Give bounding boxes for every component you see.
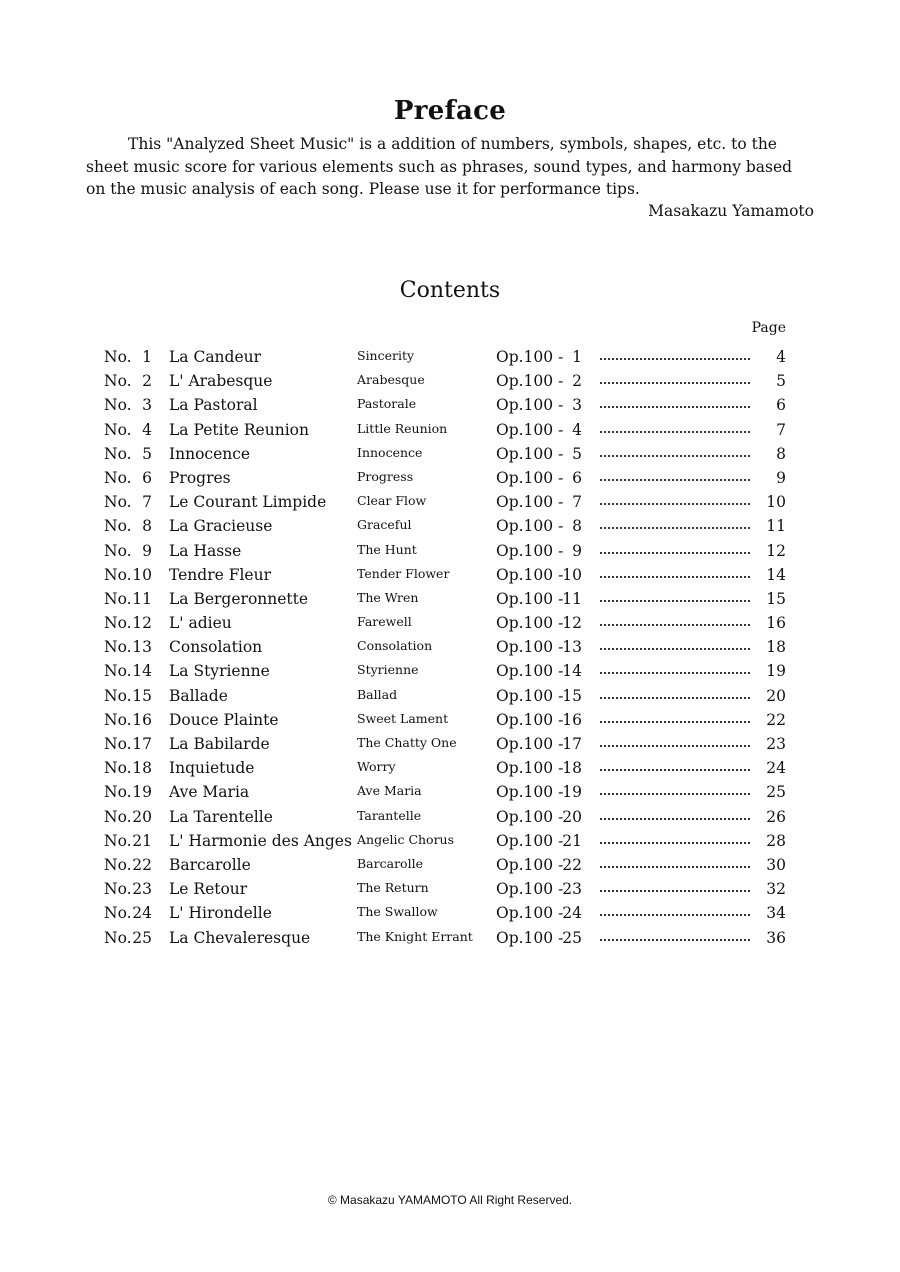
toc-opus-number: 4	[572, 420, 582, 439]
toc-english-title: Sweet Lament	[357, 710, 449, 726]
toc-number: 20	[132, 807, 152, 826]
toc-entry	[104, 781, 786, 805]
toc-opus-label: Op.100 -	[496, 517, 564, 536]
toc-opus-label: Op.100 -	[496, 468, 564, 487]
toc-no-label: No.	[104, 372, 132, 391]
toc-number: 12	[132, 614, 152, 633]
toc-page-number: 30	[766, 855, 786, 874]
toc-number: 1	[142, 348, 152, 366]
toc-no-label: No.	[104, 444, 132, 463]
toc-opus-number: 1	[572, 348, 582, 366]
toc-dot-leader	[600, 939, 750, 941]
toc-title: La Chevaleresque	[169, 928, 311, 947]
toc-opus-number: 9	[572, 541, 582, 560]
toc-page-number: 16	[766, 614, 786, 633]
toc-dot-leader	[600, 624, 750, 626]
toc-opus-number: 13	[562, 638, 582, 657]
toc-title: Inquietude	[169, 759, 255, 778]
toc-number: 4	[142, 420, 152, 439]
toc-no-label: No.	[104, 855, 132, 874]
toc-title: Le Courant Limpide	[169, 493, 327, 512]
toc-title: Tendre Fleur	[169, 565, 271, 584]
toc-no-label: No.	[104, 396, 132, 415]
toc-english-title: Ballad	[357, 686, 398, 702]
toc-entry	[104, 467, 786, 491]
toc-number: 13	[132, 638, 152, 657]
toc-opus-number: 21	[562, 831, 582, 850]
toc-english-title: Ave Maria	[357, 783, 422, 799]
toc-opus-label: Op.100 -	[496, 589, 564, 608]
toc-opus-number: 2	[572, 372, 582, 391]
toc-opus-label: Op.100 -	[496, 420, 564, 439]
toc-page-number: 4	[776, 348, 786, 366]
toc-page-number: 36	[766, 928, 786, 947]
toc-number: 7	[142, 493, 152, 512]
toc-english-title: The Wren	[357, 589, 419, 605]
table-of-contents	[104, 346, 786, 951]
toc-title: Le Retour	[169, 880, 248, 899]
toc-dot-leader	[600, 648, 750, 650]
toc-number: 18	[132, 759, 152, 778]
toc-english-title: The Knight Errant	[357, 928, 473, 944]
toc-page-number: 15	[766, 589, 786, 608]
toc-number: 9	[142, 541, 152, 560]
toc-page-number: 23	[766, 735, 786, 753]
toc-dot-leader	[600, 406, 750, 408]
toc-title: L' Hirondelle	[169, 904, 272, 923]
toc-opus-number: 16	[562, 710, 582, 729]
toc-opus-label: Op.100 -	[496, 372, 564, 391]
toc-page-number: 14	[766, 565, 786, 584]
toc-dot-leader	[600, 382, 750, 384]
toc-opus-number: 17	[562, 735, 582, 753]
toc-page-number: 19	[766, 662, 786, 681]
toc-opus-number: 7	[572, 493, 582, 512]
preface-title: Preface	[393, 96, 507, 126]
toc-no-label: No.	[104, 735, 132, 753]
toc-opus-number: 24	[562, 904, 582, 923]
toc-entry	[104, 612, 786, 636]
toc-dot-leader	[600, 455, 750, 457]
toc-entry	[104, 346, 786, 370]
toc-entry	[104, 757, 786, 781]
toc-opus-label: Op.100 -	[496, 759, 564, 778]
toc-page-number: 10	[766, 493, 786, 512]
toc-opus-label: Op.100 -	[496, 444, 564, 463]
toc-entry	[104, 733, 786, 757]
toc-opus-label: Op.100 -	[496, 565, 564, 584]
toc-opus-label: Op.100 -	[496, 855, 564, 874]
toc-page-number: 20	[766, 686, 786, 705]
toc-entry	[104, 564, 786, 588]
toc-opus-number: 14	[562, 662, 582, 681]
toc-opus-number: 20	[562, 807, 582, 826]
toc-title: L' Harmonie des Anges	[169, 831, 352, 850]
contents-title: Contents	[399, 278, 501, 303]
toc-no-label: No.	[104, 904, 132, 923]
toc-number: 6	[142, 468, 152, 487]
toc-opus-number: 22	[562, 855, 582, 874]
toc-entry	[104, 685, 786, 709]
toc-opus-number: 23	[562, 880, 582, 899]
toc-dot-leader	[600, 503, 750, 505]
toc-entry	[104, 878, 786, 902]
toc-english-title: Styrienne	[357, 662, 419, 678]
toc-english-title: Progress	[357, 468, 414, 484]
toc-no-label: No.	[104, 565, 132, 584]
toc-english-title: Tarantelle	[357, 807, 422, 823]
toc-page-number: 5	[776, 372, 786, 391]
toc-english-title: Farewell	[357, 614, 412, 630]
toc-opus-label: Op.100 -	[496, 807, 564, 826]
toc-dot-leader	[600, 793, 750, 795]
toc-title: La Tarentelle	[169, 807, 273, 826]
toc-opus-label: Op.100 -	[496, 710, 564, 729]
toc-number: 3	[142, 396, 152, 415]
toc-english-title: The Hunt	[357, 541, 417, 557]
toc-opus-label: Op.100 -	[496, 928, 564, 947]
toc-entry	[104, 540, 786, 564]
toc-page-number: 11	[766, 517, 786, 536]
toc-dot-leader	[600, 697, 750, 699]
toc-opus-number: 12	[562, 614, 582, 633]
toc-title: La Petite Reunion	[169, 420, 309, 439]
toc-english-title: Consolation	[357, 638, 433, 654]
toc-dot-leader	[600, 600, 750, 602]
toc-english-title: The Return	[357, 880, 429, 896]
toc-opus-number: 15	[562, 686, 582, 705]
toc-english-title: Barcarolle	[357, 855, 423, 871]
preface-body: This "Analyzed Sheet Music" is a addition of numbers, symbols, shapes, etc. to the sheet music score for various elements such as phrases, sound types, and harmony based on the music analysis of each song. Please use it for performance tips.	[86, 135, 793, 198]
toc-title: La Styrienne	[169, 662, 270, 681]
toc-dot-leader	[600, 479, 750, 481]
toc-no-label: No.	[104, 493, 132, 512]
toc-number: 11	[132, 589, 152, 608]
toc-opus-number: 6	[572, 468, 582, 487]
toc-title: Innocence	[169, 444, 251, 463]
toc-opus-number: 19	[562, 783, 582, 802]
toc-number: 24	[132, 904, 152, 923]
toc-entry	[104, 806, 786, 830]
toc-opus-label: Op.100 -	[496, 493, 564, 512]
toc-no-label: No.	[104, 880, 132, 899]
toc-dot-leader	[600, 431, 750, 433]
toc-title: Progres	[169, 468, 231, 487]
toc-opus-label: Op.100 -	[496, 831, 564, 850]
toc-dot-leader	[600, 552, 750, 554]
toc-entry	[104, 443, 786, 467]
toc-page-number: 25	[766, 783, 786, 802]
copyright-footer: © Masakazu YAMAMOTO All Right Reserved.	[327, 1193, 573, 1207]
toc-page-number: 28	[766, 831, 786, 850]
toc-dot-leader	[600, 358, 750, 360]
toc-no-label: No.	[104, 541, 132, 560]
toc-no-label: No.	[104, 468, 132, 487]
toc-dot-leader	[600, 769, 750, 771]
toc-dot-leader	[600, 527, 750, 529]
toc-english-title: Arabesque	[357, 372, 425, 388]
toc-dot-leader	[600, 842, 750, 844]
toc-page-number: 34	[766, 904, 786, 923]
toc-opus-label: Op.100 -	[496, 396, 564, 415]
toc-opus-label: Op.100 -	[496, 662, 564, 681]
page-column-label: Page	[751, 320, 786, 336]
toc-no-label: No.	[104, 807, 132, 826]
toc-entry	[104, 709, 786, 733]
toc-english-title: The Chatty One	[357, 735, 457, 750]
toc-dot-leader	[600, 672, 750, 674]
toc-page-number: 26	[766, 807, 786, 826]
toc-dot-leader	[600, 818, 750, 820]
toc-title: L' Arabesque	[169, 372, 273, 391]
toc-english-title: Worry	[357, 759, 396, 775]
toc-no-label: No.	[104, 614, 132, 633]
toc-english-title: Little Reunion	[357, 420, 448, 436]
toc-no-label: No.	[104, 638, 132, 657]
toc-entry	[104, 394, 786, 418]
preface-author: Masakazu Yamamoto	[648, 202, 814, 220]
toc-page-number: 7	[776, 420, 786, 439]
toc-dot-leader	[600, 576, 750, 578]
toc-dot-leader	[600, 721, 750, 723]
toc-title: L' adieu	[169, 614, 232, 633]
toc-page-number: 24	[766, 759, 786, 778]
toc-number: 8	[142, 517, 152, 536]
toc-opus-number: 5	[572, 444, 582, 463]
toc-opus-number: 10	[562, 565, 582, 584]
toc-entry	[104, 854, 786, 878]
toc-entry	[104, 588, 786, 612]
toc-opus-label: Op.100 -	[496, 638, 564, 657]
toc-opus-label: Op.100 -	[496, 735, 564, 753]
toc-page-number: 9	[776, 468, 786, 487]
toc-number: 22	[132, 855, 152, 874]
toc-no-label: No.	[104, 831, 132, 850]
toc-number: 25	[132, 928, 152, 947]
toc-title: La Gracieuse	[169, 517, 273, 536]
toc-entry	[104, 370, 786, 394]
toc-title: La Bergeronnette	[169, 589, 309, 608]
toc-opus-number: 3	[572, 396, 582, 415]
toc-opus-label: Op.100 -	[496, 614, 564, 633]
toc-title: Douce Plainte	[169, 710, 279, 729]
toc-entry	[104, 830, 786, 854]
toc-no-label: No.	[104, 759, 132, 778]
toc-opus-label: Op.100 -	[496, 541, 564, 560]
toc-english-title: Sincerity	[357, 348, 415, 363]
toc-number: 10	[132, 565, 152, 584]
toc-title: La Pastoral	[169, 396, 258, 415]
toc-page-number: 8	[776, 444, 786, 463]
toc-title: Ballade	[169, 686, 228, 705]
toc-english-title: Innocence	[357, 444, 423, 460]
toc-english-title: Angelic Chorus	[357, 831, 455, 847]
toc-number: 19	[132, 783, 152, 802]
toc-number: 23	[132, 880, 152, 899]
toc-dot-leader	[600, 745, 750, 747]
toc-english-title: Tender Flower	[357, 565, 450, 581]
toc-entry	[104, 636, 786, 660]
toc-number: 2	[142, 372, 152, 391]
toc-entry	[104, 419, 786, 443]
toc-no-label: No.	[104, 662, 132, 681]
toc-entry	[104, 491, 786, 515]
toc-page-number: 22	[766, 710, 786, 729]
toc-entry	[104, 515, 786, 539]
toc-opus-label: Op.100 -	[496, 686, 564, 705]
toc-no-label: No.	[104, 928, 132, 947]
toc-page-number: 18	[766, 638, 786, 657]
toc-number: 16	[132, 710, 152, 729]
toc-number: 5	[142, 444, 152, 463]
toc-dot-leader	[600, 914, 750, 916]
toc-english-title: Graceful	[357, 517, 412, 533]
toc-title: La Babilarde	[169, 735, 270, 753]
toc-title: Ave Maria	[169, 783, 250, 802]
toc-opus-label: Op.100 -	[496, 880, 564, 899]
toc-opus-number: 18	[562, 759, 582, 778]
toc-opus-number: 11	[562, 589, 582, 608]
toc-no-label: No.	[104, 517, 132, 536]
toc-no-label: No.	[104, 783, 132, 802]
toc-entry	[104, 660, 786, 684]
toc-no-label: No.	[104, 348, 132, 366]
toc-english-title: Clear Flow	[357, 493, 427, 509]
toc-number: 15	[132, 686, 152, 705]
toc-page-number: 6	[776, 396, 786, 415]
toc-opus-number: 25	[562, 928, 582, 947]
toc-number: 17	[132, 735, 152, 753]
toc-number: 14	[132, 662, 152, 681]
toc-no-label: No.	[104, 420, 132, 439]
toc-english-title: Pastorale	[357, 396, 417, 412]
toc-page-number: 12	[766, 541, 786, 560]
toc-dot-leader	[600, 890, 750, 892]
toc-title: La Hasse	[169, 541, 242, 560]
toc-no-label: No.	[104, 686, 132, 705]
toc-entry	[104, 927, 786, 951]
toc-entry	[104, 902, 786, 926]
toc-title: La Candeur	[169, 348, 262, 366]
toc-opus-label: Op.100 -	[496, 783, 564, 802]
toc-english-title: The Swallow	[357, 904, 438, 920]
toc-title: Consolation	[169, 638, 263, 657]
toc-page-number: 32	[766, 880, 786, 899]
toc-opus-label: Op.100 -	[496, 904, 564, 923]
toc-dot-leader	[600, 866, 750, 868]
toc-no-label: No.	[104, 710, 132, 729]
toc-opus-number: 8	[572, 517, 582, 536]
toc-number: 21	[132, 831, 152, 850]
toc-opus-label: Op.100 -	[496, 348, 564, 366]
toc-no-label: No.	[104, 589, 132, 608]
toc-title: Barcarolle	[169, 855, 251, 874]
